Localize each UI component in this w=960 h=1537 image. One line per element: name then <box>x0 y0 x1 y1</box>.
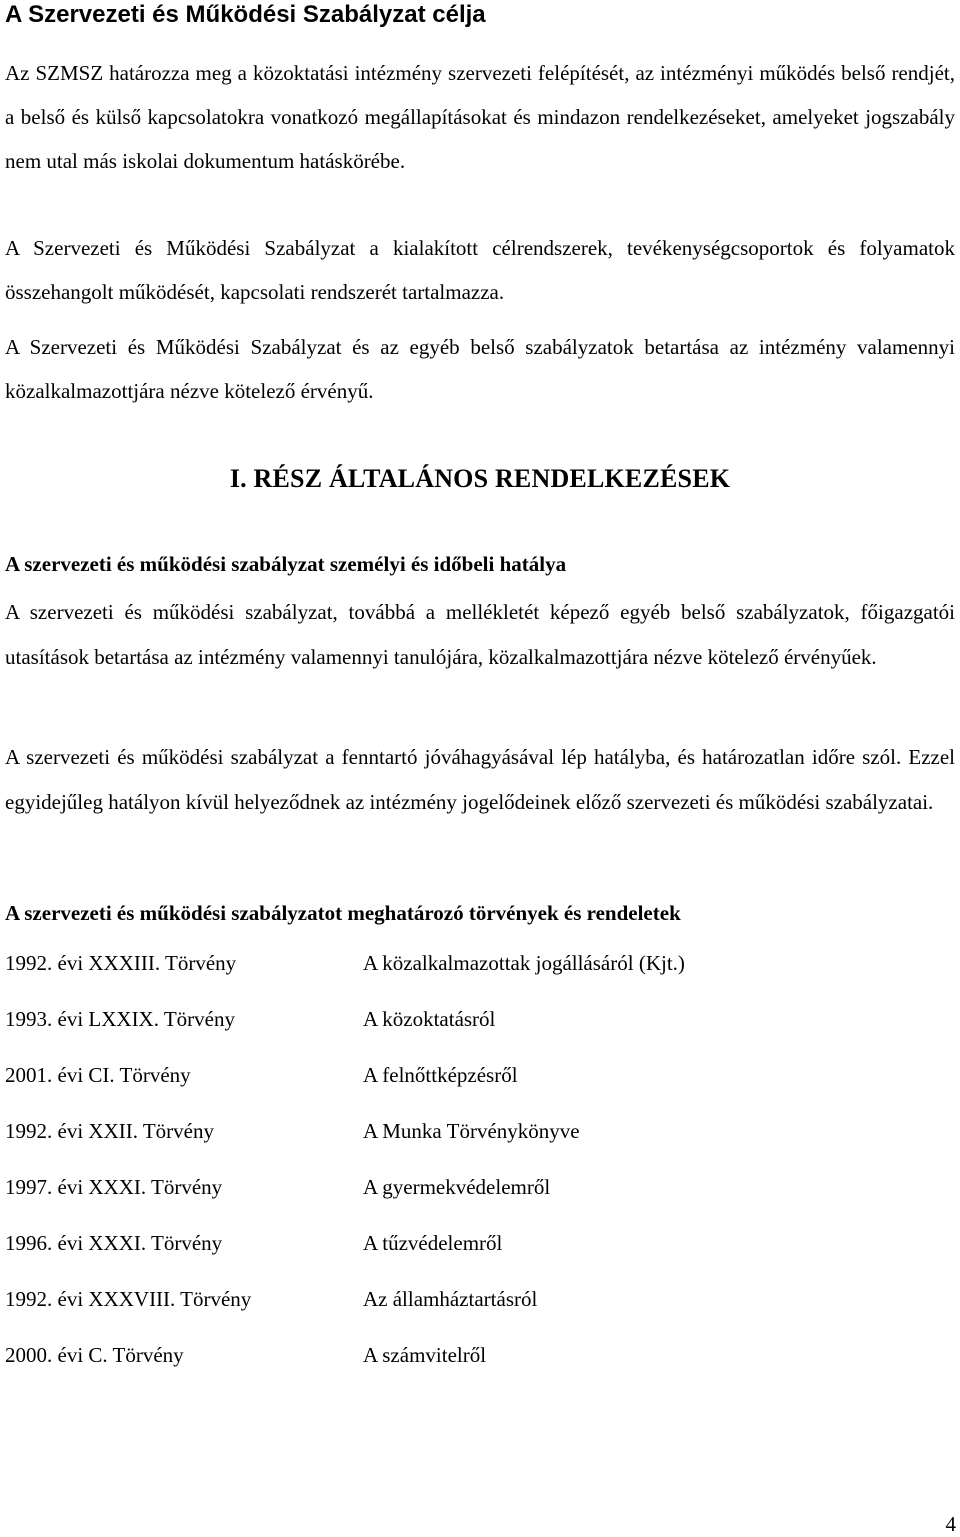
law-row <box>5 1116 905 1146</box>
law-number: 1993. évi LXXIX. Törvény <box>5 1007 235 1031</box>
law-name: A Munka Törvénykönyve <box>363 1119 580 1143</box>
law-number: 1996. évi XXXI. Törvény <box>5 1231 223 1255</box>
law-row <box>5 1060 905 1090</box>
law-number: 1992. évi XXXIII. Törvény <box>5 951 237 975</box>
law-number: 2001. évi CI. Törvény <box>5 1063 191 1087</box>
law-row <box>5 1004 905 1034</box>
law-row <box>5 1340 905 1370</box>
law-name: A gyermekvédelemről <box>363 1175 551 1199</box>
scope-paragraph-1: A szervezeti és működési szabályzat, továbbá a mellékletét képező egyéb belső szabályzatok, főigazgatói utasítások betartása az intézmény valamennyi tanulójára, közalkalmazottjára nézve kötelező érvényűek. <box>5 600 955 669</box>
law-number: 1992. évi XXII. Törvény <box>5 1119 214 1143</box>
scope-heading: A szervezeti és működési szabályzat személyi és időbeli hatálya <box>5 552 567 576</box>
document-title: A Szervezeti és Működési Szabályzat célja <box>5 1 486 28</box>
law-number: 2000. évi C. Törvény <box>5 1343 184 1367</box>
law-row <box>5 1172 905 1202</box>
page-number: 4 <box>945 1512 956 1536</box>
purpose-paragraph-1: Az SZMSZ határozza meg a közoktatási intézmény szervezeti felépítését, az intézményi működés belső rendjét, a belső és külső kapcsolatokra vonatkozó megállapításokat és mindazon rendelkezéseket, amelyeket jogszabály nem utal más iskolai dokumentum hatáskörébe. <box>5 61 955 173</box>
purpose-paragraph-2: A Szervezeti és Működési Szabályzat a kialakított célrendszerek, tevékenységcsoportok és folyamatok összehangolt működését, kapcsolati rendszerét tartalmazza. <box>5 236 955 304</box>
section-title: I. RÉSZ ÁLTALÁNOS RENDELKEZÉSEK <box>229 464 731 493</box>
laws-heading: A szervezeti és működési szabályzatot meghatározó törvények és rendeletek <box>5 901 681 925</box>
law-name: Az államháztartásról <box>363 1287 538 1311</box>
law-number: 1992. évi XXXVIII. Törvény <box>5 1287 252 1311</box>
scope-paragraph-2: A szervezeti és működési szabályzat a fenntartó jóváhagyásával lép hatályba, és határozatlan időre szól. Ezzel egyidejűleg hatályon kívül helyeződnek az intézmény jogelődeinek előző szervezeti és működési szabályzatai. <box>5 745 955 814</box>
law-row <box>5 1284 905 1314</box>
law-name: A közoktatásról <box>363 1007 496 1031</box>
law-number: 1997. évi XXXI. Törvény <box>5 1175 223 1199</box>
law-name: A felnőttképzésről <box>363 1063 518 1087</box>
law-row <box>5 1228 905 1258</box>
law-name: A közalkalmazottak jogállásáról (Kjt.) <box>363 951 685 975</box>
purpose-paragraph-3: A Szervezeti és Működési Szabályzat és az egyéb belső szabályzatok betartása az intézmény valamennyi közalkalmazottjára nézve kötelező érvényű. <box>5 335 955 403</box>
law-name: A számvitelről <box>363 1343 487 1367</box>
law-name: A tűzvédelemről <box>363 1231 503 1255</box>
law-row <box>5 948 905 978</box>
